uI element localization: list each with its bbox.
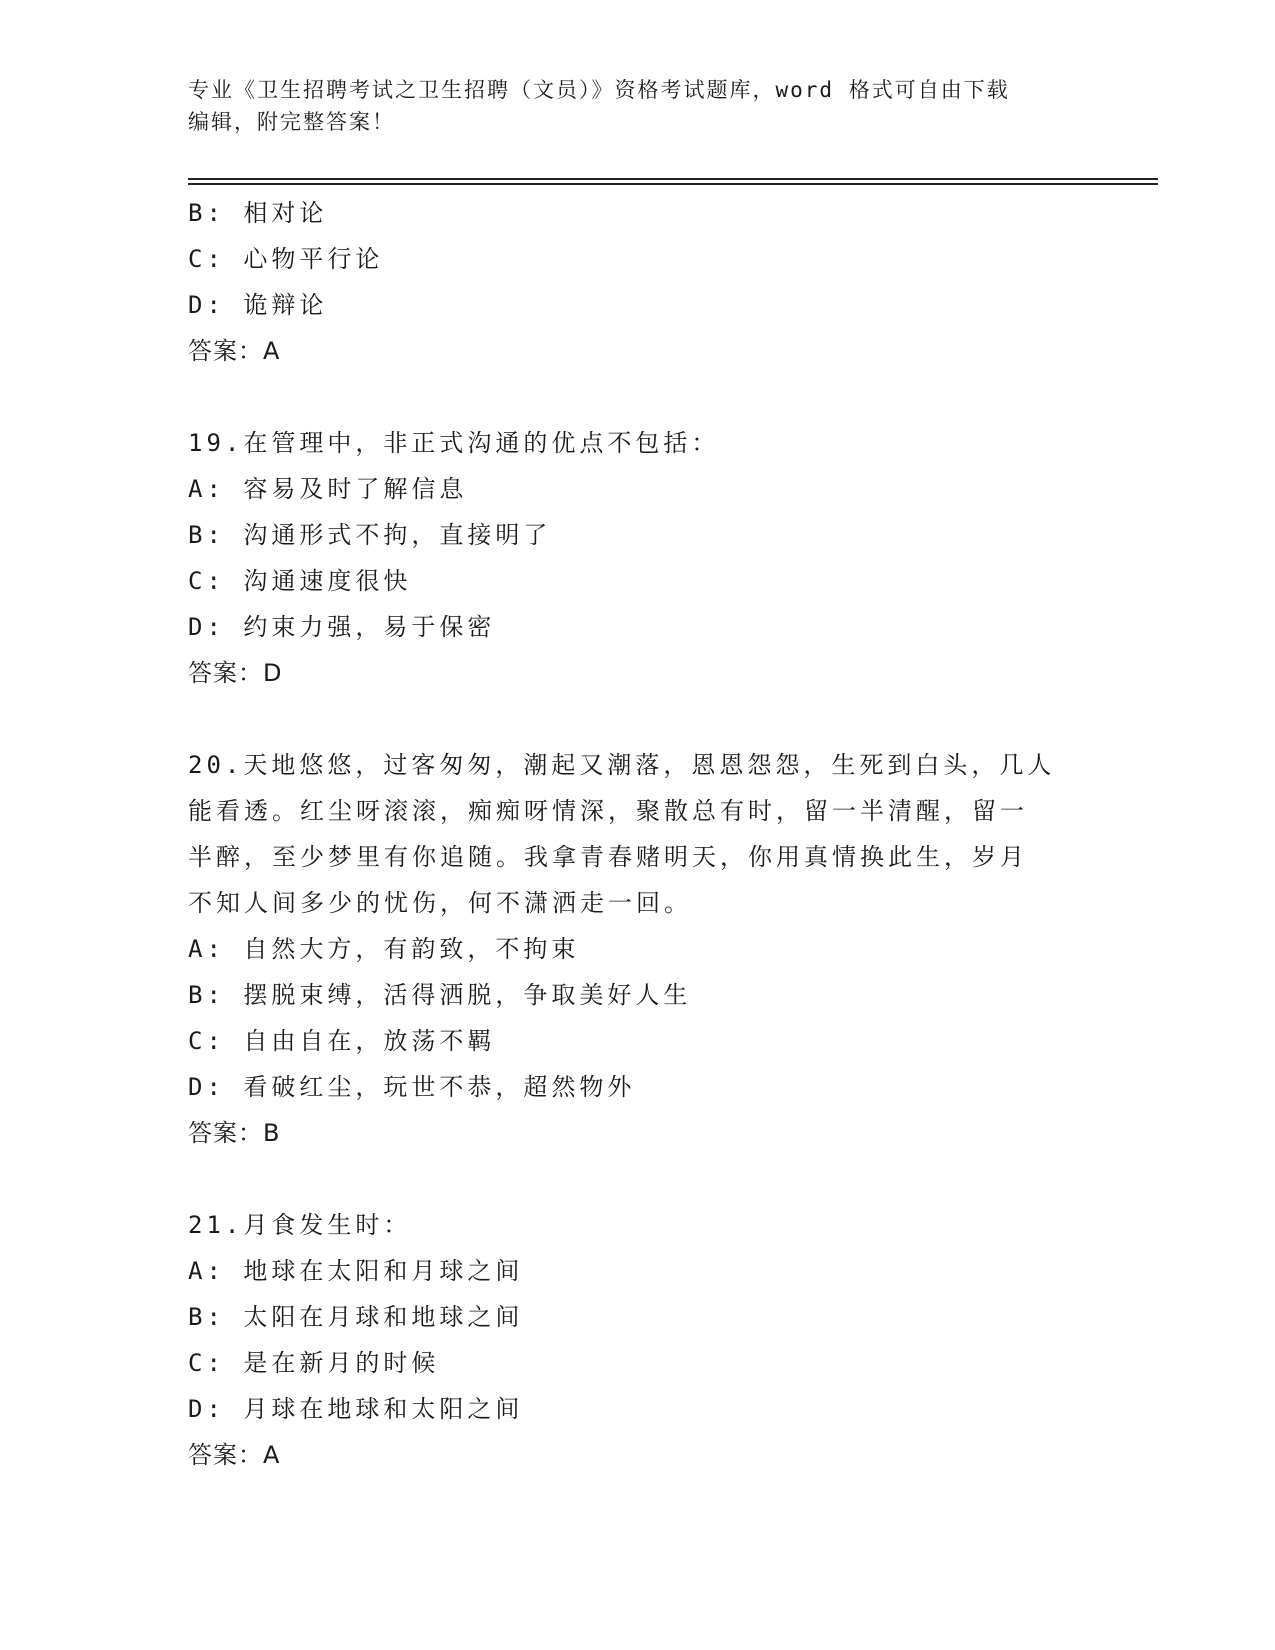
header-divider-bottom bbox=[188, 183, 1158, 185]
option-c: C: 心物平行论 bbox=[188, 245, 384, 273]
header-title-line-1: 专业《卫生招聘考试之卫生招聘（文员）》资格考试题库，word 格式可自由下载 bbox=[188, 78, 1010, 102]
question-18-continuation bbox=[188, 190, 1088, 374]
option-b: B: 太阳在月球和地球之间 bbox=[188, 1303, 524, 1331]
option-b: B: 摆脱束缚，活得洒脱，争取美好人生 bbox=[188, 981, 692, 1009]
option-b: B: 沟通形式不拘，直接明了 bbox=[188, 521, 552, 549]
option-c: C: 自由自在，放荡不羁 bbox=[188, 1027, 496, 1055]
question-text-line: 能看透。红尘呀滚滚，痴痴呀情深，聚散总有时，留一半清醒，留一 bbox=[188, 797, 1028, 825]
question-text-line: 不知人间多少的忧伤，何不潇洒走一回。 bbox=[188, 889, 692, 917]
question-text: 21.月食发生时： bbox=[188, 1211, 412, 1239]
option-b: B: 相对论 bbox=[188, 199, 328, 227]
question-text: 19.在管理中，非正式沟通的优点不包括： bbox=[188, 429, 720, 457]
option-c: C: 是在新月的时候 bbox=[188, 1349, 440, 1377]
spacer bbox=[188, 1156, 1088, 1202]
option-a: A: 地球在太阳和月球之间 bbox=[188, 1257, 524, 1285]
question-list bbox=[188, 190, 1088, 1478]
option-c: C: 沟通速度很快 bbox=[188, 567, 412, 595]
question-text-line: 半醉，至少梦里有你追随。我拿青春赌明天，你用真情换此生，岁月 bbox=[188, 843, 1028, 871]
option-a: A: 容易及时了解信息 bbox=[188, 475, 468, 503]
question-21 bbox=[188, 1202, 1088, 1478]
option-d: D: 看破红尘，玩世不恭，超然物外 bbox=[188, 1073, 636, 1101]
answer-line: 答案：A bbox=[188, 337, 281, 365]
answer-line: 答案：D bbox=[188, 659, 283, 687]
question-20 bbox=[188, 742, 1088, 1156]
option-d: D: 约束力强，易于保密 bbox=[188, 613, 496, 641]
question-text-line: 20.天地悠悠，过客匆匆，潮起又潮落，恩恩怨怨，生死到白头，几人 bbox=[188, 751, 1056, 779]
spacer bbox=[188, 374, 1088, 420]
document-header bbox=[188, 74, 1088, 138]
spacer bbox=[188, 696, 1088, 742]
option-d: D: 月球在地球和太阳之间 bbox=[188, 1395, 524, 1423]
option-a: A: 自然大方，有韵致，不拘束 bbox=[188, 935, 580, 963]
question-19 bbox=[188, 420, 1088, 696]
option-d: D: 诡辩论 bbox=[188, 291, 328, 319]
header-divider-top bbox=[188, 178, 1158, 180]
answer-line: 答案：B bbox=[188, 1119, 281, 1147]
answer-line: 答案：A bbox=[188, 1441, 281, 1469]
header-title-line-2: 编辑，附完整答案！ bbox=[188, 110, 395, 134]
